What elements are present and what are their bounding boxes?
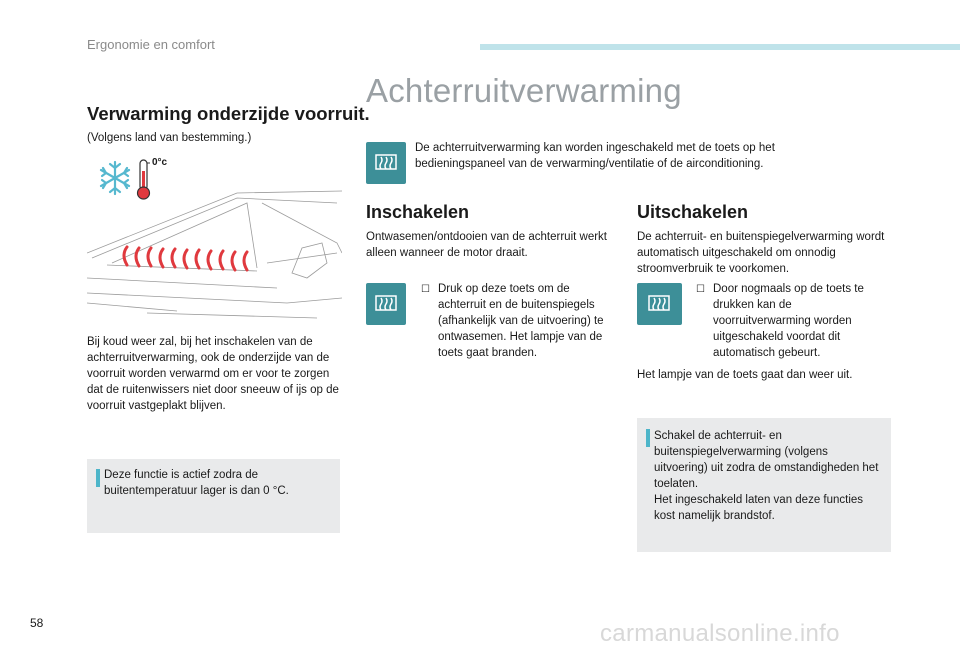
note-box-right [637,418,891,552]
bullet-checkbox-icon: ☐ [696,284,705,295]
heading-switch-on: Inschakelen [366,202,470,222]
note-box-left [87,459,340,533]
bullet-checkbox-icon: ☐ [421,284,430,295]
section-title: Ergonomie en comfort [87,37,215,52]
switch-off-text: De achterruit- en buitenspiegelverwarming wordt automatisch uitgeschakeld om onnodig stroomverbruik te voorkomen. [637,231,885,275]
watermark: carmanualsonline.info [600,620,840,647]
rear-defrost-button-icon [637,283,682,325]
page-title: Achterruitverwarming [366,72,682,109]
intro-text: De achterruitverwarming kan worden ingeschakeld met de toets op het bedieningspaneel van de verwarming/ventilatie of de airconditioning. [415,142,775,170]
switch-on-text: Ontwasemen/ontdooien van de achterruit werkt alleen wanneer de motor draait. [366,231,607,259]
note-text-left: Deze functie is actief zodra de buitentemperatuur lager is dan 0 °C. [104,469,289,497]
note-marker [646,429,650,447]
note-marker [96,469,100,487]
rear-defrost-button-icon [366,283,406,325]
paragraph-cold-weather: Bij koud weer zal, bij het inschakelen van de achterruitverwarming, ook de onderzijde van de voorruit worden verwarmd om er voor te zorgen dat de ruitenwissers niet door sneeuw of ijs op de voorruit vastgeplakt blijven. [87,336,339,412]
heading-windscreen-heating: Verwarming onderzijde voorruit. [87,103,370,124]
rear-defrost-button-icon [366,142,406,184]
temperature-label: 0°c [152,157,168,168]
note-text-right: Schakel de achterruit- en buitenspiegelverwarming (volgens uitvoering) uit zodra de omstandigheden het toelaten. Het ingeschakeld laten van deze functies kost namelijk brandstof. [654,430,879,522]
header-accent-bar [480,44,960,50]
page-number: 58 [30,616,44,630]
windscreen-heating-illustration [87,183,342,323]
switch-on-step: Druk op deze toets om de achterruit en de buitenspiegels (afhankelijk van de uitvoering) te ontwasemen. Het lampje van de toets gaat branden. [438,283,604,359]
subtitle-country: (Volgens land van bestemming.) [87,132,252,144]
switch-off-step: Door nogmaals op de toets te drukken kan de voorruitverwarming worden uitgeschakeld voordat dit automatisch gebeurt. [713,283,864,359]
heading-switch-off: Uitschakelen [637,202,749,222]
switch-off-after: Het lampje van de toets gaat dan weer uit. [637,369,853,381]
